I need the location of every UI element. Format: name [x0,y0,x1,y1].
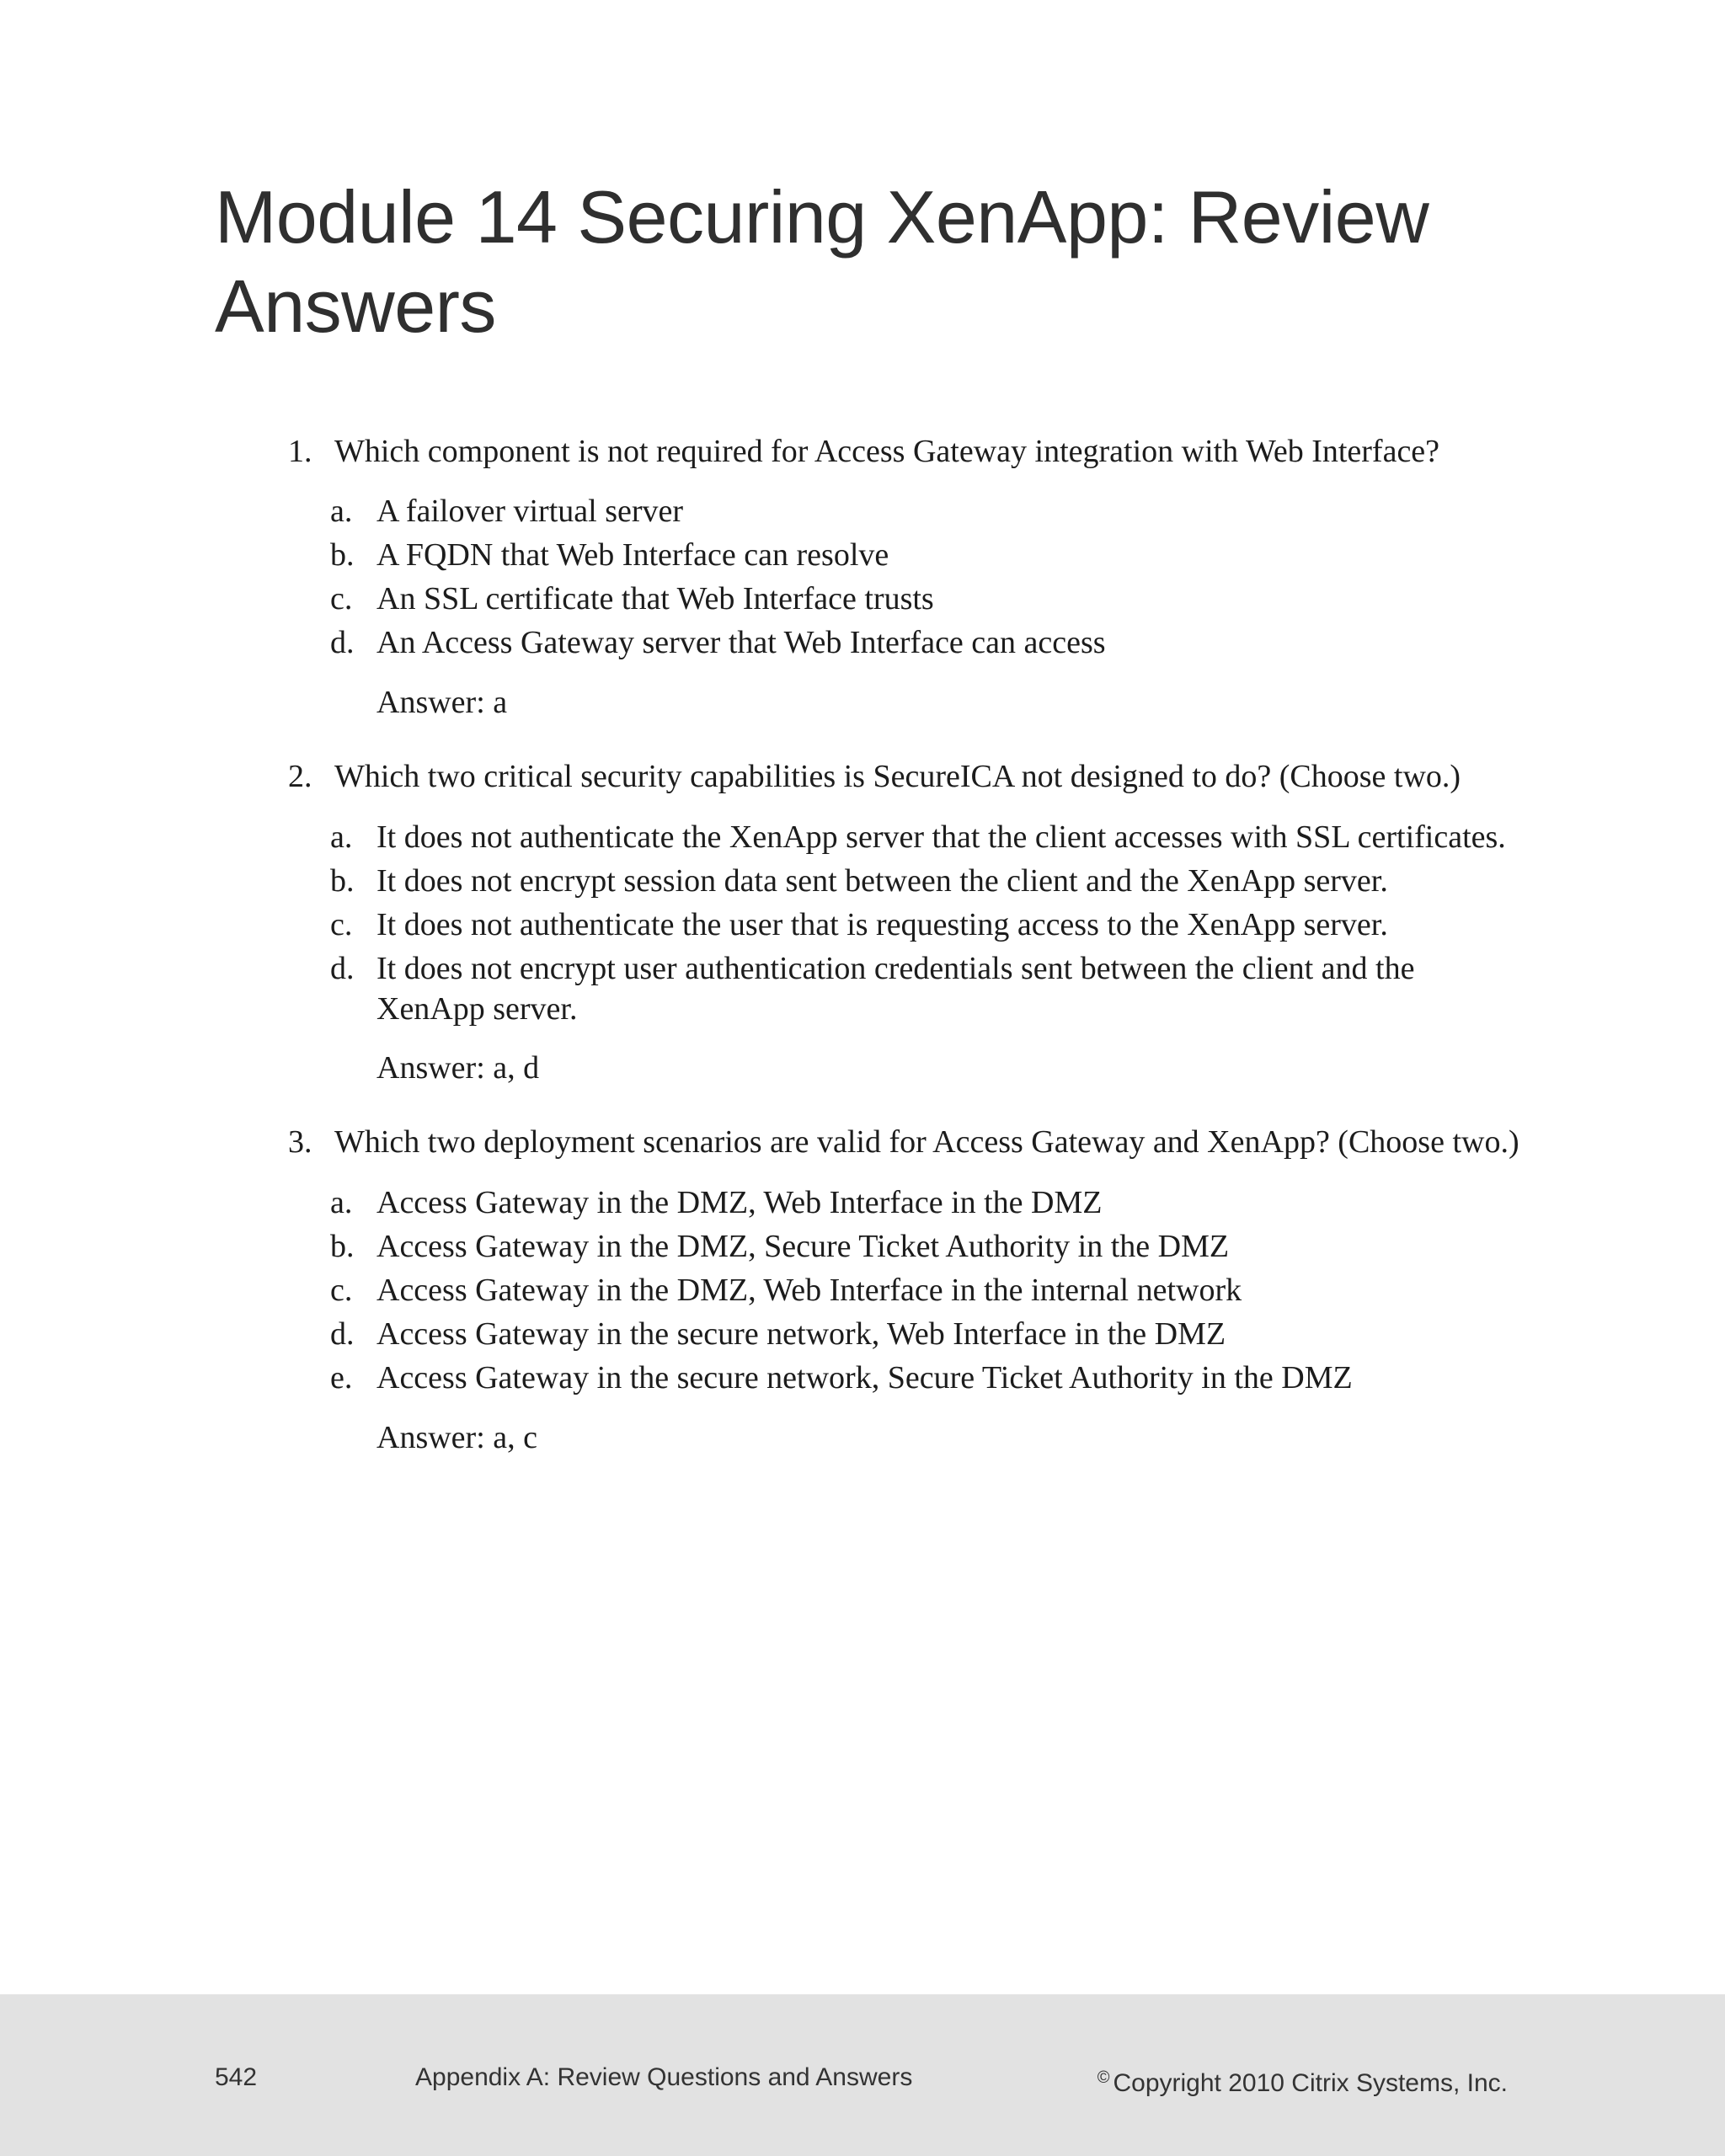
option-3b [330,1226,1526,1267]
option-letter: c. [330,581,353,616]
option-3e [330,1358,1526,1398]
copyright-notice [1097,2061,1508,2100]
option-letter: a. [330,1185,353,1220]
option-text: A failover virtual server [377,494,684,529]
option-letter: a. [330,494,353,529]
option-text: Access Gateway in the secure network, Web Interface in the DMZ [377,1316,1226,1352]
option-letter: b. [330,537,355,573]
option-letter: b. [330,863,355,899]
question-1 [288,431,1602,472]
option-text: It does not authenticate the XenApp server that the client accesses with SSL certificates. [377,819,1506,855]
page-footer [0,1994,1725,2156]
option-letter: d. [330,625,355,660]
option-text: Access Gateway in the secure network, Secure Ticket Authority in the DMZ [377,1360,1353,1396]
option-1b [330,535,1526,575]
answer-1: Answer: a [377,685,508,720]
question-number: 3. [288,1124,312,1160]
question-2 [288,756,1602,797]
option-text: It does not authenticate the user that is requesting access to the XenApp server. [377,907,1388,942]
chapter-title: Appendix A: Review Questions and Answers [415,2063,913,2091]
option-letter: e. [330,1360,353,1396]
option-letter: d. [330,1316,355,1352]
option-text: An SSL certificate that Web Interface trusts [377,581,934,616]
question-number: 2. [288,759,312,794]
option-letter: a. [330,819,353,855]
option-text: Access Gateway in the DMZ, Web Interface in the internal network [377,1273,1242,1308]
option-letter: d. [330,951,355,986]
copyright-symbol: © [1097,2068,1110,2087]
option-3c [330,1270,1526,1310]
question-text: Which component is not required for Access Gateway integration with Web Interface? [334,434,1440,469]
question-number: 1. [288,434,312,469]
option-text: It does not encrypt user authentication credentials sent between the client and the XenApp server. [377,951,1415,1027]
option-letter: c. [330,907,353,942]
option-text: Access Gateway in the DMZ, Secure Ticket Authority in the DMZ [377,1229,1230,1264]
answer-2: Answer: a, d [377,1050,540,1086]
option-1c [330,579,1526,619]
option-2a [330,817,1526,857]
page-title: Module 14 Securing XenApp: Review Answers [215,175,1429,348]
option-3d [330,1314,1526,1354]
option-3a [330,1182,1526,1223]
option-text: Access Gateway in the DMZ, Web Interface in the DMZ [377,1185,1103,1220]
page-number: 542 [215,2063,258,2091]
option-1a [330,491,1526,531]
option-text: It does not encrypt session data sent between the client and the XenApp server. [377,863,1388,899]
option-2c [330,905,1526,945]
option-2b [330,861,1526,901]
option-letter: c. [330,1273,353,1308]
option-letter: b. [330,1229,355,1264]
option-1d [330,622,1526,663]
option-text: A FQDN that Web Interface can resolve [377,537,889,573]
option-text: An Access Gateway server that Web Interface can access [377,625,1106,660]
question-text: Which two critical security capabilities is SecureICA not designed to do? (Choose two.) [334,759,1461,794]
copyright-text: Copyright 2010 Citrix Systems, Inc. [1113,2069,1508,2097]
answer-3: Answer: a, c [377,1420,537,1455]
question-text: Which two deployment scenarios are valid for Access Gateway and XenApp? (Choose two.) [334,1124,1519,1160]
option-2d [330,948,1526,1029]
question-3 [288,1122,1602,1162]
